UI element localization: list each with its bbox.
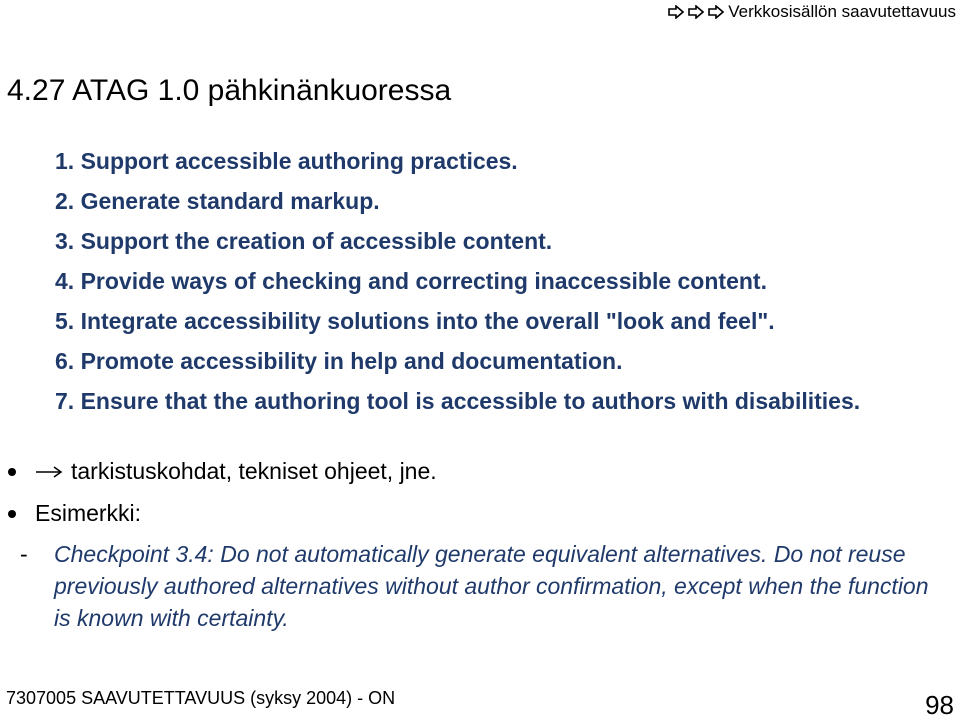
guideline-list — [55, 146, 935, 417]
breadcrumb-text: Verkkosisällön saavutettavuus — [728, 2, 956, 21]
example-checkpoint — [20, 538, 950, 634]
bullet-example — [8, 500, 141, 527]
arrow-right-icon — [708, 5, 724, 19]
footer-course: 7307005 SAAVUTETTAVUUS (syksy 2004) - ON — [6, 688, 396, 708]
list-item: 1. Support accessible authoring practices. — [55, 148, 518, 174]
bullet-checkpoints — [8, 458, 437, 485]
bullet-text: tarkistuskohdat, tekniset ohjeet, jne. — [71, 458, 437, 484]
arrow-right-icon — [688, 5, 704, 19]
page-title: 4.27 ATAG 1.0 pähkinänkuoressa — [7, 74, 452, 107]
bullet-icon — [8, 468, 16, 476]
arrow-right-icon — [668, 5, 684, 19]
list-item: 4. Provide ways of checking and correcting inaccessible content. — [55, 268, 767, 294]
list-item: 6. Promote accessibility in help and documentation. — [55, 348, 623, 374]
list-item: 5. Integrate accessibility solutions into the overall "look and feel". — [55, 308, 775, 334]
page-number: 98 — [925, 690, 954, 720]
right-arrow-icon — [35, 465, 63, 479]
list-item: 7. Ensure that the authoring tool is accessible to authors with disabilities. — [55, 388, 861, 414]
list-item: 2. Generate standard markup. — [55, 188, 380, 214]
example-dash: - — [20, 541, 28, 567]
bullet-icon — [8, 510, 16, 518]
list-item: 3. Support the creation of accessible content. — [55, 228, 553, 254]
header-breadcrumb — [668, 2, 956, 22]
example-text: Checkpoint 3.4: Do not automatically generate equivalent alternatives. Do not reuse previously authored alternatives without author confirmation, except when the function is known with certainty. — [54, 541, 929, 631]
bullet-text: Esimerkki: — [35, 500, 142, 526]
